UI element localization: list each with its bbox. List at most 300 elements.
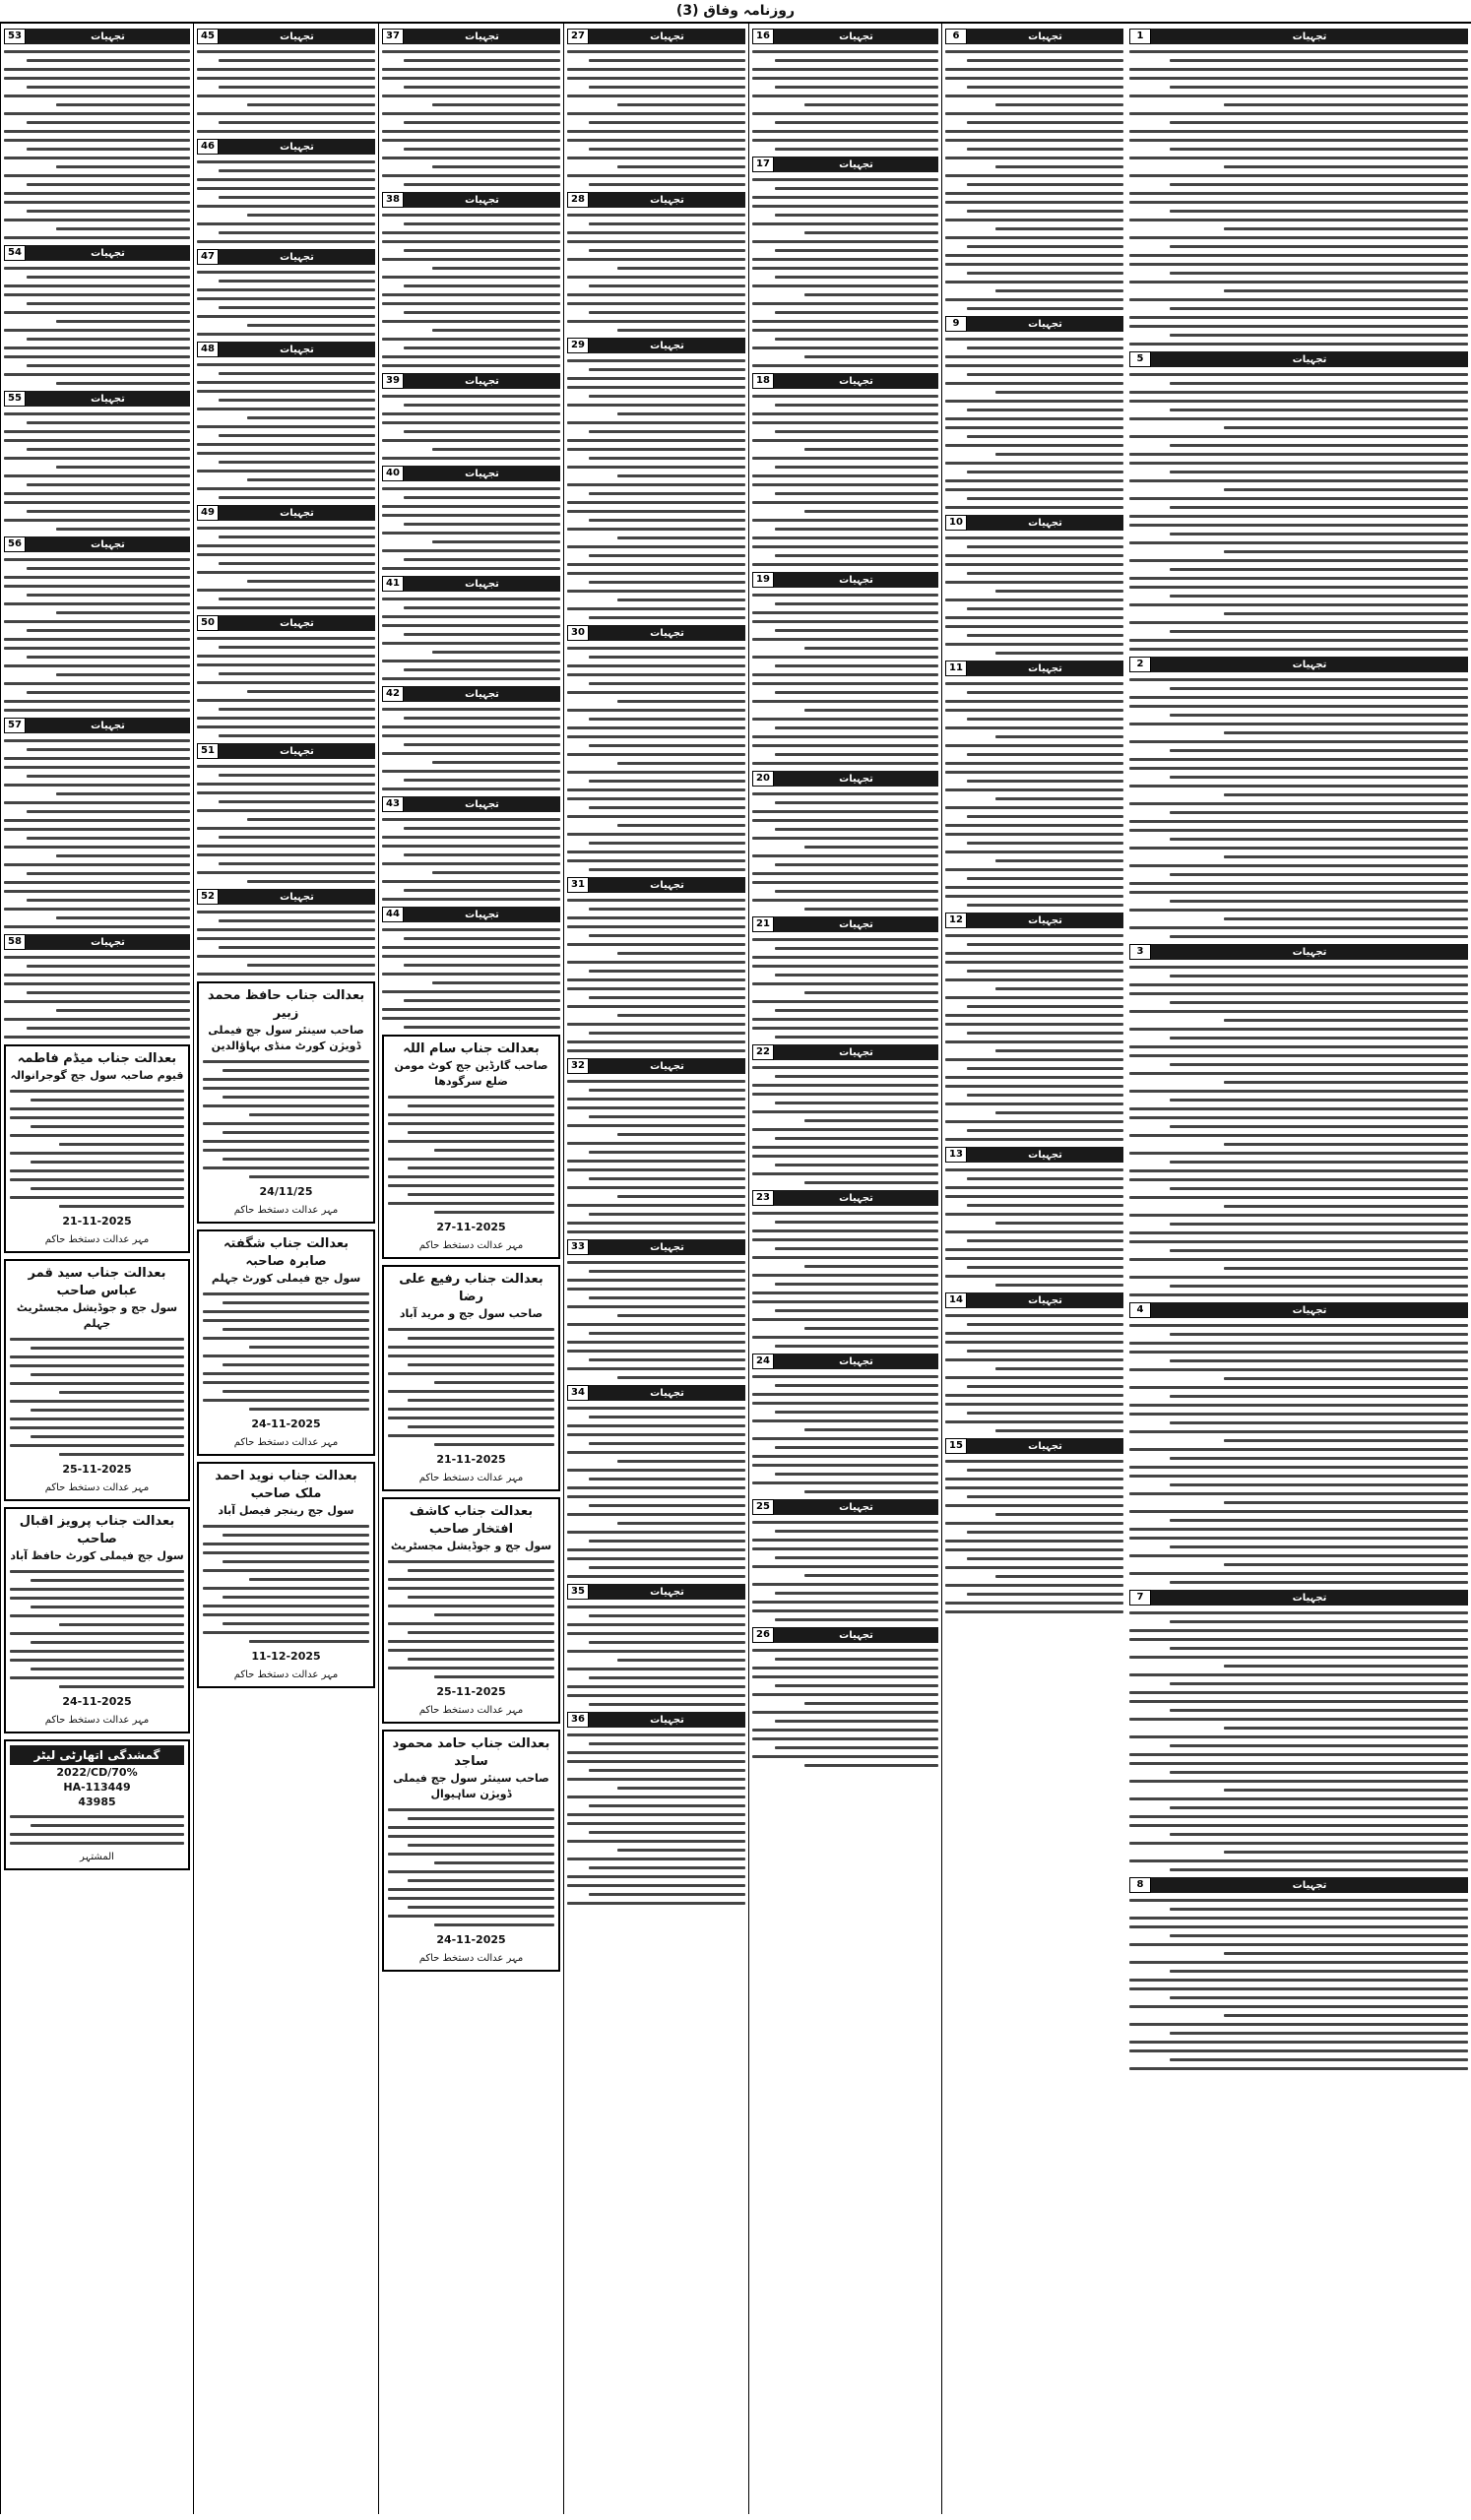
text-line: [432, 267, 560, 270]
text-line: [27, 148, 190, 151]
text-line: [223, 1596, 369, 1599]
item-number: 48: [197, 342, 219, 357]
item-number: 32: [567, 1058, 589, 1074]
text-line: [752, 1583, 938, 1586]
text-line: [567, 1495, 745, 1498]
item-text-lines: [567, 1606, 745, 1706]
text-line: [432, 871, 560, 874]
text-line: [223, 1560, 369, 1563]
item-number: 26: [752, 1627, 774, 1643]
item-text-lines: [197, 160, 375, 243]
item-header: [752, 572, 938, 588]
text-line: [382, 615, 560, 618]
text-line: [197, 452, 375, 455]
text-line: [388, 1434, 554, 1437]
text-line: [1129, 1430, 1468, 1433]
item-heading: تجہیات: [839, 1501, 873, 1513]
notice-item: [382, 907, 560, 1029]
text-line: [197, 50, 375, 53]
text-line: [589, 868, 745, 871]
text-line: [382, 94, 560, 97]
item-number: 55: [4, 391, 26, 407]
item-heading: تجہیات: [839, 574, 873, 586]
column-7: [0, 24, 193, 2514]
item-text-lines: [10, 1815, 184, 1845]
item-header: [382, 686, 560, 702]
item-heading: تجہیات: [650, 31, 684, 42]
text-line: [589, 656, 745, 659]
text-line: [1129, 820, 1468, 823]
text-line: [219, 59, 375, 62]
text-line: [1129, 1134, 1468, 1137]
item-text-lines: [945, 338, 1123, 509]
text-line: [589, 934, 745, 937]
text-line: [589, 1032, 745, 1035]
text-line: [752, 196, 938, 199]
text-line: [752, 735, 938, 738]
text-line: [752, 130, 938, 133]
item-header: [567, 1712, 745, 1728]
text-line: [967, 1204, 1123, 1207]
item-header: [197, 615, 375, 631]
notice-item: [567, 1239, 745, 1379]
text-line: [1129, 453, 1468, 456]
text-line: [775, 86, 938, 89]
text-line: [219, 774, 375, 777]
text-line: [432, 165, 560, 168]
text-line: [10, 1116, 184, 1119]
text-line: [752, 1300, 938, 1303]
item-header: [945, 1147, 1123, 1163]
item-heading: تجہیات: [839, 918, 873, 930]
text-line: [382, 412, 560, 415]
text-line: [945, 1566, 1123, 1569]
text-line: [219, 280, 375, 283]
item-text-lines: [567, 1080, 745, 1233]
text-line: [1224, 2014, 1468, 2017]
text-line: [197, 791, 375, 794]
text-line: [752, 421, 938, 424]
text-line: [967, 842, 1123, 845]
text-line: [382, 1008, 560, 1011]
text-line: [945, 506, 1123, 509]
text-line: [752, 1481, 938, 1484]
text-line: [589, 1703, 745, 1706]
text-line: [1129, 802, 1468, 805]
text-line: [4, 267, 190, 270]
text-line: [752, 1601, 938, 1604]
notice-item: [752, 1499, 938, 1621]
text-line: [1170, 334, 1468, 337]
text-line: [432, 761, 560, 764]
text-line: [752, 673, 938, 676]
text-line: [1170, 2032, 1468, 2035]
text-line: [967, 1469, 1123, 1472]
text-line: [945, 219, 1123, 221]
court-notice-subtitle: سول جج رینجر فیصل آباد: [218, 1504, 354, 1517]
text-line: [197, 130, 375, 133]
text-line: [752, 1755, 938, 1758]
text-line: [1129, 1629, 1468, 1632]
text-line: [382, 660, 560, 662]
text-line: [589, 1641, 745, 1644]
text-line: [382, 174, 560, 177]
court-notice-signature: مہر عدالت دستخط حاکم: [418, 1953, 524, 1964]
text-line: [945, 895, 1123, 898]
text-line: [945, 1522, 1123, 1525]
text-line: [752, 1693, 938, 1696]
text-line: [404, 964, 560, 967]
text-line: [1129, 1045, 1468, 1048]
text-line: [752, 1110, 938, 1113]
text-line: [945, 625, 1123, 628]
text-line: [617, 1787, 745, 1790]
text-line: [1129, 603, 1468, 606]
text-line: [27, 210, 190, 213]
item-text-lines: [752, 395, 938, 566]
text-line: [434, 1923, 554, 1926]
text-line: [752, 744, 938, 747]
item-heading: تجہیات: [280, 507, 314, 519]
item-header: [1129, 1302, 1468, 1318]
item-number: 21: [752, 916, 774, 932]
text-line: [1129, 1090, 1468, 1093]
notice-item: [567, 625, 745, 871]
text-line: [567, 1288, 745, 1291]
item-header: [945, 661, 1123, 676]
text-line: [219, 646, 375, 649]
text-line: [404, 183, 560, 186]
item-heading: تجہیات: [280, 891, 314, 903]
text-line: [203, 1078, 369, 1081]
text-line: [995, 165, 1123, 168]
text-line: [752, 1565, 938, 1568]
text-line: [945, 263, 1123, 266]
text-line: [752, 899, 938, 902]
text-line: [967, 1094, 1123, 1097]
text-line: [388, 1096, 554, 1099]
item-number: 57: [4, 718, 26, 733]
text-line: [567, 377, 745, 380]
text-line: [249, 1113, 369, 1116]
text-line: [4, 974, 190, 976]
text-line: [382, 514, 560, 517]
text-line: [804, 846, 938, 849]
text-line: [1224, 165, 1468, 168]
text-line: [945, 112, 1123, 115]
text-line: [388, 1158, 554, 1161]
item-text-lines: [382, 598, 560, 680]
text-line: [804, 1764, 938, 1767]
text-line: [388, 1587, 554, 1590]
text-line: [10, 1400, 184, 1403]
item-header: [752, 157, 938, 172]
text-line: [197, 973, 375, 976]
text-line: [775, 828, 938, 831]
text-line: [382, 276, 560, 279]
text-line: [567, 1261, 745, 1264]
item-header: [945, 29, 1123, 44]
text-line: [1170, 811, 1468, 814]
text-line: [10, 1570, 184, 1573]
text-line: [197, 928, 375, 931]
text-line: [434, 1861, 554, 1864]
text-line: [967, 1593, 1123, 1596]
text-line: [589, 1831, 745, 1834]
text-line: [1224, 1789, 1468, 1792]
text-line: [945, 886, 1123, 889]
text-line: [589, 1478, 745, 1480]
text-line: [223, 1301, 369, 1304]
text-line: [1170, 1125, 1468, 1128]
text-line: [382, 862, 560, 865]
text-line: [404, 404, 560, 407]
text-line: [804, 1181, 938, 1184]
text-line: [203, 1631, 369, 1634]
text-line: [404, 148, 560, 151]
text-line: [27, 276, 190, 279]
item-text-lines: [388, 1560, 554, 1678]
text-line: [945, 174, 1123, 177]
text-line: [945, 94, 1123, 97]
text-line: [945, 1478, 1123, 1480]
text-line: [247, 478, 375, 481]
court-notice: [382, 1265, 560, 1491]
text-line: [1170, 1063, 1468, 1066]
text-line: [197, 699, 375, 702]
item-heading: تجہیات: [650, 340, 684, 351]
text-line: [408, 1631, 554, 1634]
text-line: [775, 1618, 938, 1621]
item-header: [945, 1438, 1123, 1454]
text-line: [27, 364, 190, 367]
text-line: [4, 1036, 190, 1039]
item-text-lines: [752, 792, 938, 911]
text-line: [945, 1213, 1123, 1216]
item-number: 49: [197, 505, 219, 521]
court-notice-subtitle: سول جج و جوڈیشل مجسٹریٹ جہلم: [16, 1301, 178, 1330]
text-line: [617, 165, 745, 168]
item-header: [382, 192, 560, 208]
court-notice-signature: مہر عدالت دستخط حاکم: [44, 1482, 150, 1493]
text-line: [382, 240, 560, 243]
text-line: [752, 439, 938, 442]
text-line: [589, 183, 745, 186]
text-line: [4, 311, 190, 314]
text-line: [567, 1279, 745, 1282]
text-line: [10, 1833, 184, 1836]
text-line: [408, 1193, 554, 1196]
text-line: [249, 1640, 369, 1643]
text-line: [752, 68, 938, 71]
ad-code-3: 43985: [78, 1796, 116, 1808]
text-line: [223, 1158, 369, 1161]
text-line: [752, 139, 938, 142]
text-line: [197, 288, 375, 291]
notice-item: [567, 1058, 745, 1233]
text-line: [59, 1685, 184, 1688]
text-line: [567, 1222, 745, 1225]
item-number: 44: [382, 907, 404, 922]
text-line: [567, 94, 745, 97]
item-text-lines: [203, 1525, 369, 1643]
item-heading: تجہیات: [650, 1586, 684, 1598]
text-line: [1129, 192, 1468, 195]
text-line: [617, 824, 745, 827]
text-line: [197, 297, 375, 300]
text-line: [617, 700, 745, 703]
text-line: [4, 157, 190, 159]
text-line: [775, 1530, 938, 1533]
court-notice-signature: مہر عدالت دستخط حاکم: [233, 1205, 339, 1216]
text-line: [967, 691, 1123, 694]
text-line: [945, 833, 1123, 836]
item-text-lines: [752, 1521, 938, 1621]
text-line: [775, 59, 938, 62]
text-line: [10, 1107, 184, 1110]
text-line: [219, 86, 375, 89]
text-line: [1129, 1072, 1468, 1075]
text-line: [10, 1815, 184, 1818]
text-line: [567, 1350, 745, 1353]
text-line: [945, 700, 1123, 703]
text-line: [404, 633, 560, 636]
text-line: [567, 899, 745, 902]
court-notice-title: بعدالت جناب شگفتہ صابرہ صاحبہ: [223, 1236, 350, 1269]
court-notice-subtitle: سول جج و جوڈیشل مجسٹریٹ: [390, 1540, 552, 1552]
item-header: [567, 1385, 745, 1401]
text-line: [945, 1120, 1123, 1123]
notice-item: [752, 1190, 938, 1348]
text-line: [752, 1018, 938, 1021]
item-text-lines: [197, 271, 375, 336]
text-line: [567, 545, 745, 548]
text-line: [27, 656, 190, 659]
text-line: [567, 709, 745, 712]
item-heading: تجہیات: [91, 538, 125, 550]
text-line: [567, 1623, 745, 1626]
text-line: [589, 395, 745, 398]
text-line: [589, 1540, 745, 1543]
text-line: [1170, 1620, 1468, 1623]
text-line: [197, 571, 375, 574]
text-line: [567, 850, 745, 853]
text-line: [197, 717, 375, 720]
notice-item: [4, 29, 190, 239]
text-line: [197, 911, 375, 914]
notice-item: [382, 686, 560, 790]
text-line: [775, 554, 938, 557]
item-heading: تجہیات: [1292, 1592, 1327, 1604]
item-number: 58: [4, 934, 26, 950]
text-line: [617, 536, 745, 539]
text-line: [967, 572, 1123, 575]
text-line: [567, 130, 745, 133]
text-line: [1170, 1223, 1468, 1226]
text-line: [567, 925, 745, 928]
text-line: [567, 673, 745, 676]
text-line: [775, 1164, 938, 1166]
text-line: [1170, 1833, 1468, 1836]
text-line: [775, 801, 938, 804]
text-line: [567, 1023, 745, 1026]
text-line: [567, 276, 745, 279]
text-line: [197, 845, 375, 848]
text-line: [589, 718, 745, 721]
notice-item: [197, 889, 375, 976]
text-line: [567, 859, 745, 862]
text-line: [617, 1460, 745, 1463]
item-number: 28: [567, 192, 589, 208]
text-line: [1224, 1727, 1468, 1730]
text-line: [4, 709, 190, 712]
text-line: [404, 523, 560, 526]
text-line: [775, 753, 938, 756]
text-line: [56, 854, 190, 857]
item-number: 17: [752, 157, 774, 172]
item-text-lines: [1129, 50, 1468, 346]
text-line: [567, 139, 745, 142]
text-line: [4, 50, 190, 53]
item-number: 41: [382, 576, 404, 592]
text-line: [408, 1166, 554, 1169]
item-heading: تجہیات: [839, 31, 873, 42]
text-line: [945, 824, 1123, 827]
text-line: [1170, 1581, 1468, 1584]
item-number: 16: [752, 29, 774, 44]
text-line: [1170, 183, 1468, 186]
text-line: [388, 1390, 554, 1393]
text-line: [567, 1005, 745, 1008]
text-line: [567, 1433, 745, 1436]
text-line: [56, 916, 190, 919]
text-line: [1129, 1276, 1468, 1279]
text-line: [197, 390, 375, 393]
text-line: [567, 691, 745, 694]
item-header: [4, 29, 190, 44]
text-line: [4, 1000, 190, 1003]
text-line: [1129, 785, 1468, 788]
item-heading: تجہیات: [650, 1060, 684, 1072]
text-line: [967, 435, 1123, 438]
text-line: [388, 1622, 554, 1625]
text-line: [4, 925, 190, 928]
text-line: [567, 1778, 745, 1781]
text-line: [4, 94, 190, 97]
text-line: [56, 611, 190, 614]
text-line: [752, 302, 938, 305]
text-line: [219, 862, 375, 865]
item-text-lines: [1129, 678, 1468, 938]
court-notice-date: 24-11-2025: [62, 1695, 132, 1708]
text-line: [27, 567, 190, 570]
text-line: [589, 842, 745, 845]
text-line: [1224, 1851, 1468, 1854]
text-line: [945, 598, 1123, 601]
text-line: [752, 50, 938, 53]
text-line: [27, 59, 190, 62]
text-line: [567, 320, 745, 323]
text-line: [752, 762, 938, 765]
notice-item: [382, 373, 560, 460]
text-line: [247, 580, 375, 583]
text-line: [589, 1270, 745, 1273]
text-line: [247, 103, 375, 106]
item-header: [1129, 944, 1468, 960]
text-line: [4, 682, 190, 685]
text-line: [967, 1032, 1123, 1035]
text-line: [1129, 926, 1468, 929]
